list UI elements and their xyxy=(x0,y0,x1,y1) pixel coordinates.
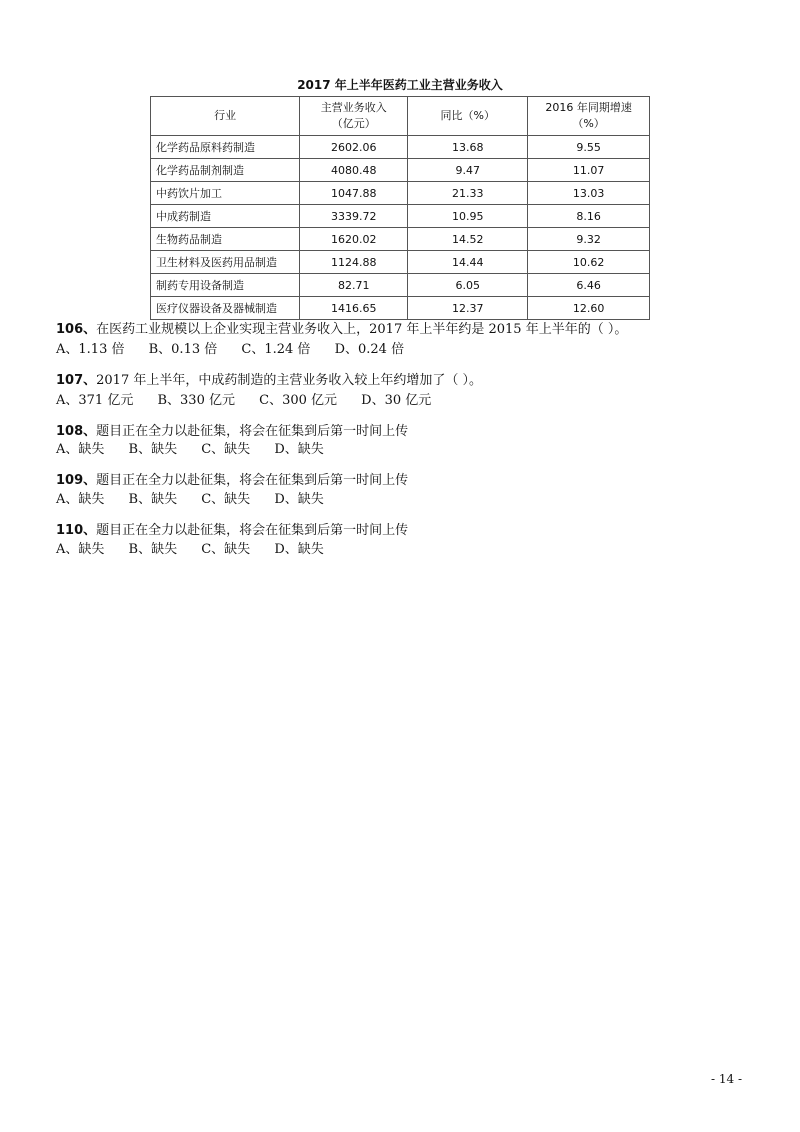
question-number: 109、 xyxy=(56,473,97,488)
cell-revenue: 1416.65 xyxy=(300,297,408,320)
cell-2016-growth: 8.16 xyxy=(528,205,650,228)
option-c: C、1.24 倍 xyxy=(241,342,311,357)
cell-revenue: 1620.02 xyxy=(300,228,408,251)
revenue-table xyxy=(150,96,650,320)
cell-revenue: 82.71 xyxy=(300,274,408,297)
question-108 xyxy=(56,422,408,442)
cell-yoy: 12.37 xyxy=(408,297,528,320)
cell-industry: 卫生材料及医药用品制造 xyxy=(151,251,300,274)
option-d: D、30 亿元 xyxy=(361,393,432,408)
question-107-options xyxy=(56,391,451,411)
cell-industry: 化学药品原料药制造 xyxy=(151,136,300,159)
cell-2016-growth: 12.60 xyxy=(528,297,650,320)
option-d: D、缺失 xyxy=(274,492,324,507)
cell-yoy: 6.05 xyxy=(408,274,528,297)
cell-revenue: 4080.48 xyxy=(300,159,408,182)
option-a: A、1.13 倍 xyxy=(56,342,125,357)
option-c: C、缺失 xyxy=(201,542,251,557)
option-b: B、0.13 倍 xyxy=(148,342,218,357)
option-a: A、缺失 xyxy=(56,542,105,557)
question-number: 108、 xyxy=(56,424,97,439)
header-revenue: 主营业务收入 （亿元） xyxy=(300,97,408,136)
option-c: C、缺失 xyxy=(201,492,251,507)
option-a: A、371 亿元 xyxy=(56,393,134,408)
question-107 xyxy=(56,371,482,391)
cell-2016-growth: 9.32 xyxy=(528,228,650,251)
option-d: D、缺失 xyxy=(274,442,324,457)
table-row xyxy=(151,182,650,205)
cell-2016-growth: 9.55 xyxy=(528,136,650,159)
question-108-options xyxy=(56,440,344,460)
question-106 xyxy=(56,320,627,340)
cell-industry: 医疗仪器设备及器械制造 xyxy=(151,297,300,320)
question-number: 107、 xyxy=(56,373,97,388)
cell-industry: 生物药品制造 xyxy=(151,228,300,251)
cell-revenue: 3339.72 xyxy=(300,205,408,228)
question-number: 110、 xyxy=(56,523,97,538)
table-title: 2017 年上半年医药工业主营业务收入 xyxy=(297,78,503,92)
table-row xyxy=(151,228,650,251)
cell-2016-growth: 13.03 xyxy=(528,182,650,205)
option-b: B、缺失 xyxy=(128,542,178,557)
header-industry: 行业 xyxy=(151,97,300,136)
option-a: A、缺失 xyxy=(56,492,105,507)
cell-revenue: 2602.06 xyxy=(300,136,408,159)
cell-2016-growth: 6.46 xyxy=(528,274,650,297)
option-d: D、0.24 倍 xyxy=(334,342,405,357)
question-106-options xyxy=(56,340,424,360)
cell-industry: 化学药品制剂制造 xyxy=(151,159,300,182)
question-109 xyxy=(56,471,408,491)
option-c: C、缺失 xyxy=(201,442,251,457)
question-text: 题目正在全力以赴征集，将会在征集到后第一时间上传 xyxy=(96,473,409,488)
question-110 xyxy=(56,521,408,541)
cell-yoy: 9.47 xyxy=(408,159,528,182)
question-text: 题目正在全力以赴征集，将会在征集到后第一时间上传 xyxy=(96,424,409,439)
table-row xyxy=(151,136,650,159)
cell-revenue: 1047.88 xyxy=(300,182,408,205)
option-a: A、缺失 xyxy=(56,442,105,457)
cell-yoy: 10.95 xyxy=(408,205,528,228)
cell-yoy: 14.52 xyxy=(408,228,528,251)
cell-revenue: 1124.88 xyxy=(300,251,408,274)
cell-yoy: 13.68 xyxy=(408,136,528,159)
table-row xyxy=(151,274,650,297)
question-109-options xyxy=(56,490,344,510)
table-row xyxy=(151,251,650,274)
table-row xyxy=(151,159,650,182)
question-text: 在医药工业规模以上企业实现主营业务收入上，2017 年上半年约是 2015 年上半年的（ ）。 xyxy=(96,322,628,337)
question-text: 2017 年上半年，中成药制造的主营业务收入较上年约增加了（ ）。 xyxy=(96,373,482,388)
option-c: C、300 亿元 xyxy=(259,393,338,408)
table-row xyxy=(151,205,650,228)
cell-2016-growth: 10.62 xyxy=(528,251,650,274)
question-text: 题目正在全力以赴征集，将会在征集到后第一时间上传 xyxy=(96,523,409,538)
option-b: B、缺失 xyxy=(128,442,178,457)
cell-2016-growth: 11.07 xyxy=(528,159,650,182)
page-number: - 14 - xyxy=(710,1072,742,1086)
header-2016-growth: 2016 年同期增速 （%） xyxy=(528,97,650,136)
option-b: B、缺失 xyxy=(128,492,178,507)
cell-industry: 中药饮片加工 xyxy=(151,182,300,205)
option-d: D、缺失 xyxy=(274,542,324,557)
cell-yoy: 14.44 xyxy=(408,251,528,274)
cell-industry: 中成药制造 xyxy=(151,205,300,228)
cell-yoy: 21.33 xyxy=(408,182,528,205)
table-row xyxy=(151,297,650,320)
table-header-row xyxy=(151,97,650,136)
header-yoy: 同比（%） xyxy=(408,97,528,136)
option-b: B、330 亿元 xyxy=(157,393,235,408)
question-110-options xyxy=(56,540,344,560)
question-number: 106、 xyxy=(56,322,97,337)
cell-industry: 制药专用设备制造 xyxy=(151,274,300,297)
